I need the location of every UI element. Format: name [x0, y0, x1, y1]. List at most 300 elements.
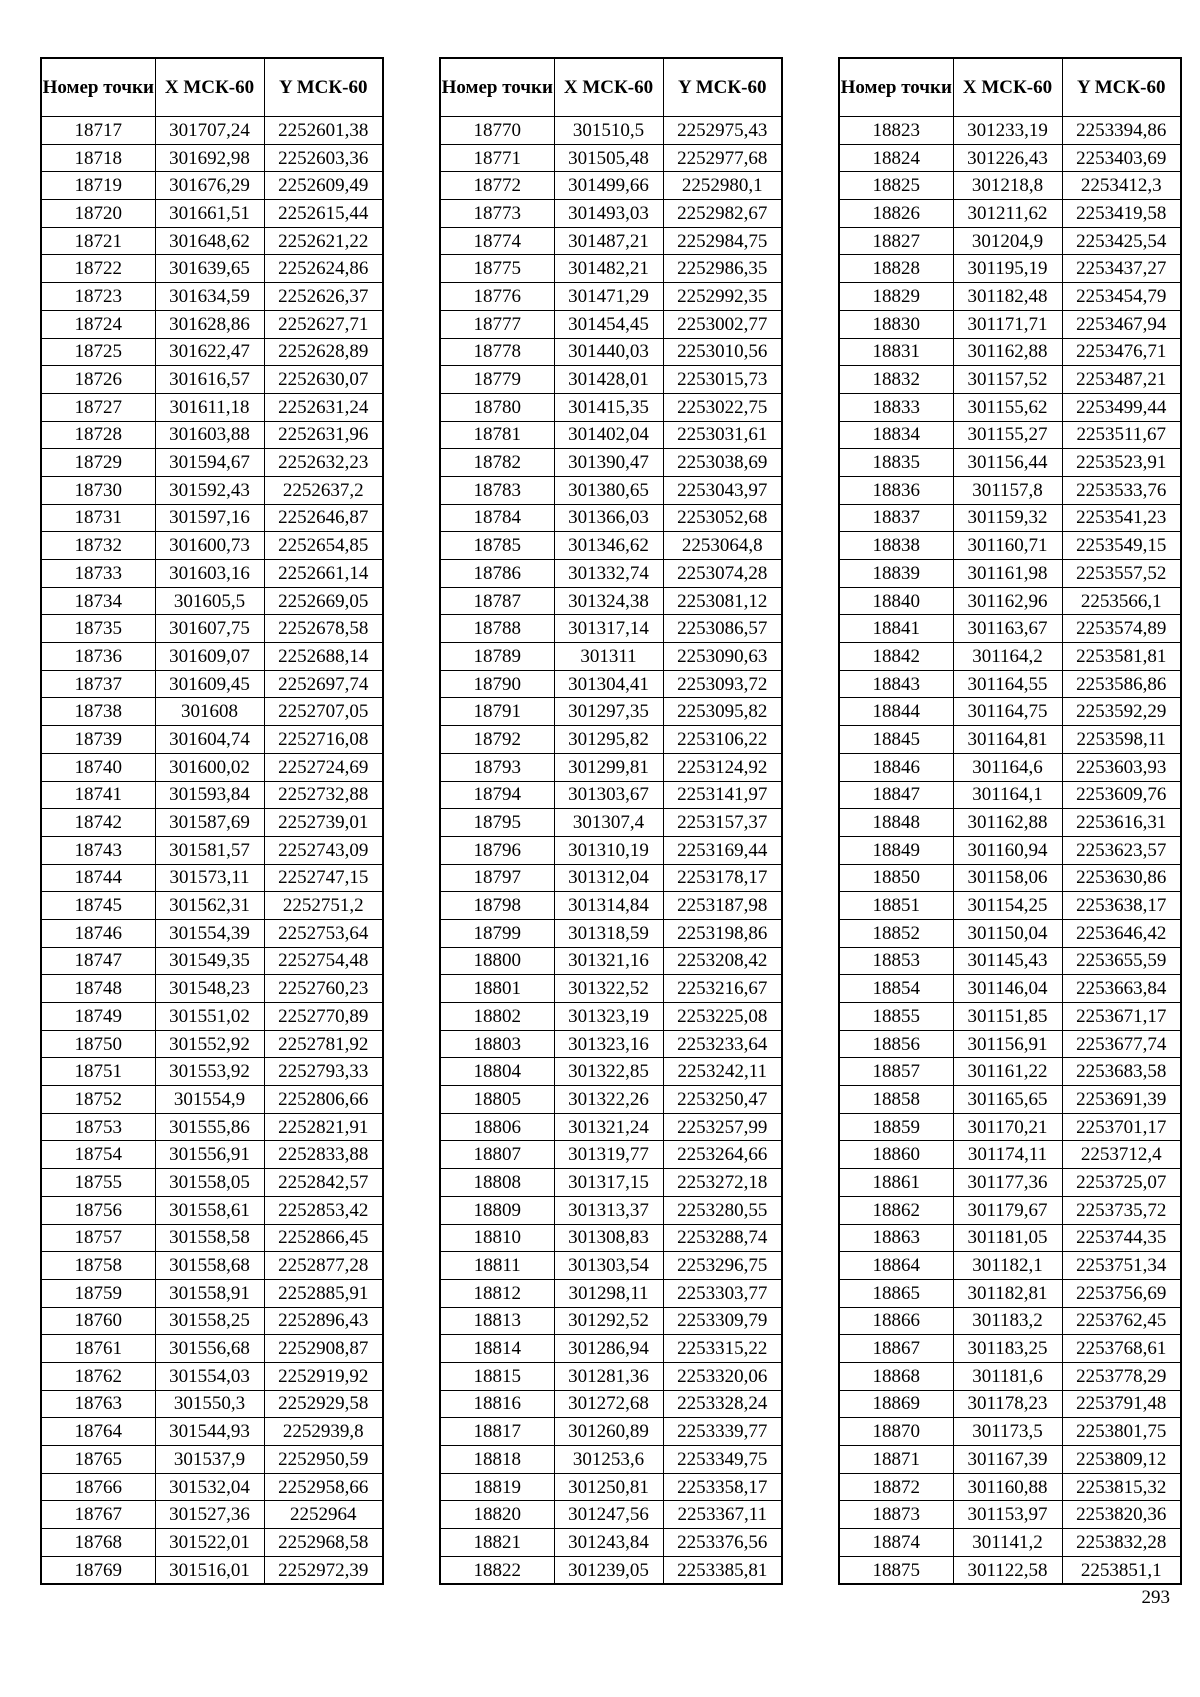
y-coordinate-cell: 2252984,75	[663, 227, 782, 255]
y-coordinate-cell: 2253751,34	[1062, 1252, 1181, 1280]
y-coordinate-cell: 2252624,86	[264, 255, 383, 283]
y-coordinate-cell: 2252631,96	[264, 421, 383, 449]
table-row	[440, 172, 782, 200]
table-row	[440, 1473, 782, 1501]
x-coordinate-cell: 301153,97	[953, 1501, 1062, 1529]
y-coordinate-cell: 2252968,58	[264, 1529, 383, 1557]
table-row	[440, 1446, 782, 1474]
x-coordinate-cell: 301332,74	[554, 560, 663, 588]
x-coordinate-cell: 301597,16	[155, 504, 264, 532]
y-coordinate-cell: 2253216,67	[663, 975, 782, 1003]
x-coordinate-cell: 301440,03	[554, 338, 663, 366]
x-coordinate-cell: 301380,65	[554, 476, 663, 504]
table-row	[440, 476, 782, 504]
table-row	[41, 809, 383, 837]
y-coordinate-cell: 2253511,67	[1062, 421, 1181, 449]
table-row	[839, 781, 1181, 809]
x-coordinate-cell: 301155,62	[953, 393, 1062, 421]
x-coordinate-cell: 301390,47	[554, 449, 663, 477]
x-coordinate-cell: 301603,16	[155, 560, 264, 588]
point-number-cell: 18796	[440, 836, 554, 864]
table-row	[41, 975, 383, 1003]
x-coordinate-cell: 301482,21	[554, 255, 663, 283]
x-coordinate-cell: 301160,71	[953, 532, 1062, 560]
x-coordinate-cell: 301639,65	[155, 255, 264, 283]
table-row	[440, 1058, 782, 1086]
x-coordinate-cell: 301554,39	[155, 919, 264, 947]
y-coordinate-cell: 2253002,77	[663, 310, 782, 338]
point-number-cell: 18800	[440, 947, 554, 975]
point-number-cell: 18773	[440, 200, 554, 228]
table-row	[839, 587, 1181, 615]
y-coordinate-cell: 2252770,89	[264, 1003, 383, 1031]
table-row	[41, 1058, 383, 1086]
table-row	[41, 587, 383, 615]
point-number-cell: 18782	[440, 449, 554, 477]
x-coordinate-cell: 301622,47	[155, 338, 264, 366]
table-row	[839, 615, 1181, 643]
x-coordinate-cell: 301592,43	[155, 476, 264, 504]
x-coordinate-cell: 301183,25	[953, 1335, 1062, 1363]
x-coordinate-cell: 301558,58	[155, 1224, 264, 1252]
point-number-cell: 18855	[839, 1003, 953, 1031]
y-coordinate-cell: 2253725,07	[1062, 1169, 1181, 1197]
y-coordinate-cell: 2252678,58	[264, 615, 383, 643]
point-number-cell: 18729	[41, 449, 155, 477]
x-coordinate-cell: 301322,85	[554, 1058, 663, 1086]
x-coordinate-cell: 301253,6	[554, 1446, 663, 1474]
x-coordinate-cell: 301171,71	[953, 310, 1062, 338]
x-coordinate-cell: 301183,2	[953, 1307, 1062, 1335]
x-coordinate-cell: 301527,36	[155, 1501, 264, 1529]
table-row	[41, 1224, 383, 1252]
x-coordinate-cell: 301297,35	[554, 698, 663, 726]
y-coordinate-cell: 2253280,55	[663, 1196, 782, 1224]
x-coordinate-cell: 301593,84	[155, 781, 264, 809]
x-coordinate-cell: 301211,62	[953, 200, 1062, 228]
point-number-cell: 18834	[839, 421, 953, 449]
table-row	[839, 1418, 1181, 1446]
point-number-cell: 18789	[440, 643, 554, 671]
point-number-cell: 18825	[839, 172, 953, 200]
x-coordinate-cell: 301603,88	[155, 421, 264, 449]
y-coordinate-cell: 2252833,88	[264, 1141, 383, 1169]
x-coordinate-cell: 301226,43	[953, 144, 1062, 172]
y-coordinate-cell: 2253403,69	[1062, 144, 1181, 172]
x-coordinate-cell: 301549,35	[155, 947, 264, 975]
point-number-cell: 18752	[41, 1086, 155, 1114]
table-row	[41, 393, 383, 421]
y-coordinate-cell: 2253832,28	[1062, 1529, 1181, 1557]
table-row	[839, 200, 1181, 228]
y-coordinate-cell: 2252637,2	[264, 476, 383, 504]
x-coordinate-cell: 301415,35	[554, 393, 663, 421]
x-coordinate-cell: 301607,75	[155, 615, 264, 643]
x-coordinate-cell: 301323,16	[554, 1030, 663, 1058]
point-number-cell: 18722	[41, 255, 155, 283]
y-coordinate-cell: 2253574,89	[1062, 615, 1181, 643]
x-coordinate-cell: 301550,3	[155, 1390, 264, 1418]
table-row	[41, 1003, 383, 1031]
x-coordinate-cell: 301160,88	[953, 1473, 1062, 1501]
point-number-cell: 18865	[839, 1279, 953, 1307]
x-coordinate-cell: 301322,52	[554, 975, 663, 1003]
table-row	[440, 643, 782, 671]
table-row	[41, 172, 383, 200]
x-coordinate-cell: 301605,5	[155, 587, 264, 615]
point-number-cell: 18873	[839, 1501, 953, 1529]
y-coordinate-cell: 2253412,3	[1062, 172, 1181, 200]
x-coordinate-cell: 301471,29	[554, 283, 663, 311]
x-coordinate-cell: 301493,03	[554, 200, 663, 228]
point-number-cell: 18847	[839, 781, 953, 809]
table-row	[440, 587, 782, 615]
table-row	[839, 338, 1181, 366]
y-coordinate-cell: 2252980,1	[663, 172, 782, 200]
y-coordinate-cell: 2253712,4	[1062, 1141, 1181, 1169]
y-coordinate-cell: 2252781,92	[264, 1030, 383, 1058]
y-coordinate-cell: 2252628,89	[264, 338, 383, 366]
coordinates-table-2	[439, 57, 783, 1585]
point-number-cell: 18812	[440, 1279, 554, 1307]
x-coordinate-cell: 301310,19	[554, 836, 663, 864]
point-number-cell: 18768	[41, 1529, 155, 1557]
y-coordinate-cell: 2252977,68	[663, 144, 782, 172]
x-coordinate-cell: 301321,24	[554, 1113, 663, 1141]
point-number-cell: 18736	[41, 643, 155, 671]
table-row	[839, 670, 1181, 698]
point-number-cell: 18757	[41, 1224, 155, 1252]
x-coordinate-cell: 301173,5	[953, 1418, 1062, 1446]
x-coordinate-cell: 301522,01	[155, 1529, 264, 1557]
x-coordinate-cell: 301182,1	[953, 1252, 1062, 1280]
point-number-cell: 18804	[440, 1058, 554, 1086]
table-row	[41, 1252, 383, 1280]
x-coordinate-cell: 301611,18	[155, 393, 264, 421]
point-number-cell: 18734	[41, 587, 155, 615]
y-coordinate-cell: 2252632,23	[264, 449, 383, 477]
y-coordinate-cell: 2252877,28	[264, 1252, 383, 1280]
point-number-cell: 18827	[839, 227, 953, 255]
table-row	[41, 1556, 383, 1584]
point-number-cell: 18738	[41, 698, 155, 726]
y-coordinate-cell: 2253095,82	[663, 698, 782, 726]
x-coordinate-cell: 301162,96	[953, 587, 1062, 615]
point-number-cell: 18820	[440, 1501, 554, 1529]
table-row	[440, 1252, 782, 1280]
table-row	[41, 753, 383, 781]
y-coordinate-cell: 2253437,27	[1062, 255, 1181, 283]
y-coordinate-cell: 2253242,11	[663, 1058, 782, 1086]
x-coordinate-cell: 301164,55	[953, 670, 1062, 698]
point-number-cell: 18775	[440, 255, 554, 283]
table-row	[440, 1224, 782, 1252]
y-coordinate-cell: 2252975,43	[663, 117, 782, 145]
point-number-cell: 18809	[440, 1196, 554, 1224]
header-y: Y МСК-60	[1062, 58, 1181, 117]
table-row	[440, 975, 782, 1003]
y-coordinate-cell: 2253178,17	[663, 864, 782, 892]
x-coordinate-cell: 301174,11	[953, 1141, 1062, 1169]
point-number-cell: 18751	[41, 1058, 155, 1086]
y-coordinate-cell: 2253358,17	[663, 1473, 782, 1501]
table-row	[839, 1446, 1181, 1474]
y-coordinate-cell: 2252601,38	[264, 117, 383, 145]
point-number-cell: 18821	[440, 1529, 554, 1557]
y-coordinate-cell: 2253499,44	[1062, 393, 1181, 421]
point-number-cell: 18864	[839, 1252, 953, 1280]
point-number-cell: 18743	[41, 836, 155, 864]
x-coordinate-cell: 301548,23	[155, 975, 264, 1003]
table-row	[41, 781, 383, 809]
x-coordinate-cell: 301150,04	[953, 919, 1062, 947]
y-coordinate-cell: 2253086,57	[663, 615, 782, 643]
y-coordinate-cell: 2253141,97	[663, 781, 782, 809]
y-coordinate-cell: 2253043,97	[663, 476, 782, 504]
table-row	[839, 1252, 1181, 1280]
x-coordinate-cell: 301556,91	[155, 1141, 264, 1169]
x-coordinate-cell: 301151,85	[953, 1003, 1062, 1031]
y-coordinate-cell: 2253315,22	[663, 1335, 782, 1363]
point-number-cell: 18771	[440, 144, 554, 172]
y-coordinate-cell: 2253031,61	[663, 421, 782, 449]
point-number-cell: 18838	[839, 532, 953, 560]
table-row	[440, 1279, 782, 1307]
x-coordinate-cell: 301162,88	[953, 338, 1062, 366]
x-coordinate-cell: 301553,92	[155, 1058, 264, 1086]
x-coordinate-cell: 301164,75	[953, 698, 1062, 726]
y-coordinate-cell: 2252950,59	[264, 1446, 383, 1474]
table-row	[440, 421, 782, 449]
y-coordinate-cell: 2253187,98	[663, 892, 782, 920]
y-coordinate-cell: 2252842,57	[264, 1169, 383, 1197]
point-number-cell: 18728	[41, 421, 155, 449]
x-coordinate-cell: 301552,92	[155, 1030, 264, 1058]
x-coordinate-cell: 301648,62	[155, 227, 264, 255]
y-coordinate-cell: 2253425,54	[1062, 227, 1181, 255]
point-number-cell: 18868	[839, 1362, 953, 1390]
y-coordinate-cell: 2252992,35	[663, 283, 782, 311]
table-row	[440, 1418, 782, 1446]
x-coordinate-cell: 301317,15	[554, 1169, 663, 1197]
table-row	[839, 366, 1181, 394]
y-coordinate-cell: 2253022,75	[663, 393, 782, 421]
x-coordinate-cell: 301707,24	[155, 117, 264, 145]
x-coordinate-cell: 301634,59	[155, 283, 264, 311]
point-number-cell: 18867	[839, 1335, 953, 1363]
table-row	[839, 310, 1181, 338]
table-row	[440, 670, 782, 698]
y-coordinate-cell: 2253272,18	[663, 1169, 782, 1197]
table-row	[839, 698, 1181, 726]
y-coordinate-cell: 2252754,48	[264, 947, 383, 975]
y-coordinate-cell: 2252697,74	[264, 670, 383, 698]
y-coordinate-cell: 2253646,42	[1062, 919, 1181, 947]
table-row	[839, 144, 1181, 172]
x-coordinate-cell: 301554,9	[155, 1086, 264, 1114]
x-coordinate-cell: 301581,57	[155, 836, 264, 864]
point-number-cell: 18833	[839, 393, 953, 421]
x-coordinate-cell: 301182,48	[953, 283, 1062, 311]
point-number-cell: 18845	[839, 726, 953, 754]
table-row	[440, 393, 782, 421]
table-row	[41, 476, 383, 504]
y-coordinate-cell: 2253288,74	[663, 1224, 782, 1252]
table-row	[440, 1362, 782, 1390]
y-coordinate-cell: 2253303,77	[663, 1279, 782, 1307]
table-row	[440, 117, 782, 145]
y-coordinate-cell: 2253052,68	[663, 504, 782, 532]
point-number-cell: 18754	[41, 1141, 155, 1169]
table-row	[440, 144, 782, 172]
y-coordinate-cell: 2253296,75	[663, 1252, 782, 1280]
y-coordinate-cell: 2253609,76	[1062, 781, 1181, 809]
y-coordinate-cell: 2253541,23	[1062, 504, 1181, 532]
point-number-cell: 18854	[839, 975, 953, 1003]
table-row	[839, 476, 1181, 504]
point-number-cell: 18791	[440, 698, 554, 726]
x-coordinate-cell: 301499,66	[554, 172, 663, 200]
point-number-cell: 18813	[440, 1307, 554, 1335]
x-coordinate-cell: 301164,2	[953, 643, 1062, 671]
x-coordinate-cell: 301160,94	[953, 836, 1062, 864]
page-number: 293	[1141, 1587, 1170, 1608]
x-coordinate-cell: 301558,05	[155, 1169, 264, 1197]
point-number-cell: 18850	[839, 864, 953, 892]
x-coordinate-cell: 301286,94	[554, 1335, 663, 1363]
point-number-cell: 18872	[839, 1473, 953, 1501]
y-coordinate-cell: 2252853,42	[264, 1196, 383, 1224]
x-coordinate-cell: 301454,45	[554, 310, 663, 338]
table-row	[41, 338, 383, 366]
y-coordinate-cell: 2252621,22	[264, 227, 383, 255]
y-coordinate-cell: 2253586,86	[1062, 670, 1181, 698]
table-row	[440, 560, 782, 588]
table-row	[839, 1390, 1181, 1418]
table-row	[839, 449, 1181, 477]
x-coordinate-cell: 301298,11	[554, 1279, 663, 1307]
table-row	[839, 227, 1181, 255]
table-row	[839, 421, 1181, 449]
y-coordinate-cell: 2252631,24	[264, 393, 383, 421]
table-row	[440, 532, 782, 560]
table-row	[839, 283, 1181, 311]
point-number-cell: 18802	[440, 1003, 554, 1031]
table-row	[839, 643, 1181, 671]
point-number-cell: 18788	[440, 615, 554, 643]
x-coordinate-cell: 301299,81	[554, 753, 663, 781]
table-row	[41, 1335, 383, 1363]
point-number-cell: 18772	[440, 172, 554, 200]
table-row	[440, 753, 782, 781]
y-coordinate-cell: 2253010,56	[663, 338, 782, 366]
point-number-cell: 18723	[41, 283, 155, 311]
table-row	[41, 864, 383, 892]
table-row	[839, 753, 1181, 781]
y-coordinate-cell: 2252669,05	[264, 587, 383, 615]
y-coordinate-cell: 2253225,08	[663, 1003, 782, 1031]
y-coordinate-cell: 2253756,69	[1062, 1279, 1181, 1307]
y-coordinate-cell: 2252630,07	[264, 366, 383, 394]
y-coordinate-cell: 2252626,37	[264, 283, 383, 311]
x-coordinate-cell: 301157,8	[953, 476, 1062, 504]
point-number-cell: 18863	[839, 1224, 953, 1252]
y-coordinate-cell: 2253038,69	[663, 449, 782, 477]
y-coordinate-cell: 2253419,58	[1062, 200, 1181, 228]
x-coordinate-cell: 301141,2	[953, 1529, 1062, 1557]
point-number-cell: 18797	[440, 864, 554, 892]
header-point-number: Номер точки	[440, 58, 554, 117]
point-number-cell: 18811	[440, 1252, 554, 1280]
point-number-cell: 18801	[440, 975, 554, 1003]
table-row	[839, 892, 1181, 920]
table-row	[839, 1335, 1181, 1363]
y-coordinate-cell: 2253264,66	[663, 1141, 782, 1169]
y-coordinate-cell: 2253557,52	[1062, 560, 1181, 588]
y-coordinate-cell: 2252615,44	[264, 200, 383, 228]
x-coordinate-cell: 301600,02	[155, 753, 264, 781]
point-number-cell: 18766	[41, 1473, 155, 1501]
table-row	[41, 643, 383, 671]
table-row	[41, 1169, 383, 1197]
table-row	[440, 781, 782, 809]
table-row	[440, 338, 782, 366]
table-row	[839, 1529, 1181, 1557]
x-coordinate-cell: 301307,4	[554, 809, 663, 837]
y-coordinate-cell: 2253809,12	[1062, 1446, 1181, 1474]
y-coordinate-cell: 2253090,63	[663, 643, 782, 671]
table-row	[440, 1335, 782, 1363]
x-coordinate-cell: 301145,43	[953, 947, 1062, 975]
table-row	[440, 809, 782, 837]
x-coordinate-cell: 301608	[155, 698, 264, 726]
x-coordinate-cell: 301322,26	[554, 1086, 663, 1114]
y-coordinate-cell: 2253630,86	[1062, 864, 1181, 892]
x-coordinate-cell: 301158,06	[953, 864, 1062, 892]
point-number-cell: 18795	[440, 809, 554, 837]
table-row	[839, 1003, 1181, 1031]
point-number-cell: 18726	[41, 366, 155, 394]
x-coordinate-cell: 301537,9	[155, 1446, 264, 1474]
x-coordinate-cell: 301162,88	[953, 809, 1062, 837]
table-row	[839, 1141, 1181, 1169]
y-coordinate-cell: 2253523,91	[1062, 449, 1181, 477]
point-number-cell: 18720	[41, 200, 155, 228]
x-coordinate-cell: 301159,32	[953, 504, 1062, 532]
table-row	[41, 1030, 383, 1058]
point-number-cell: 18730	[41, 476, 155, 504]
table-row	[41, 670, 383, 698]
table-row	[839, 560, 1181, 588]
point-number-cell: 18799	[440, 919, 554, 947]
table-row	[440, 283, 782, 311]
point-number-cell: 18869	[839, 1390, 953, 1418]
table-row	[440, 1030, 782, 1058]
table-row	[41, 366, 383, 394]
point-number-cell: 18858	[839, 1086, 953, 1114]
table-row	[440, 1086, 782, 1114]
table-row	[440, 1196, 782, 1224]
point-number-cell: 18871	[839, 1446, 953, 1474]
y-coordinate-cell: 2253671,17	[1062, 1003, 1181, 1031]
y-coordinate-cell: 2253233,64	[663, 1030, 782, 1058]
x-coordinate-cell: 301313,37	[554, 1196, 663, 1224]
point-number-cell: 18806	[440, 1113, 554, 1141]
table-row	[839, 836, 1181, 864]
x-coordinate-cell: 301676,29	[155, 172, 264, 200]
x-coordinate-cell: 301218,8	[953, 172, 1062, 200]
point-number-cell: 18815	[440, 1362, 554, 1390]
